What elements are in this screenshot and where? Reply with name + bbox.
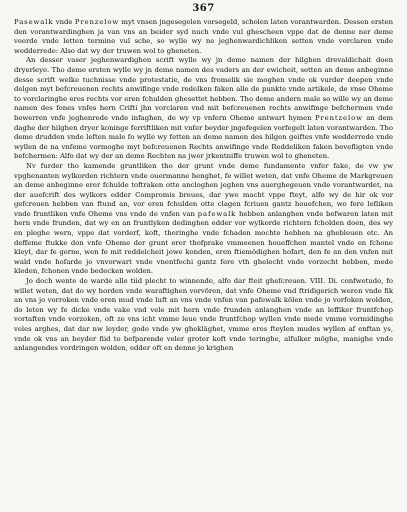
text-run: An desser vaser jeghenwardighen scrift wylle wy jn deme namen der hilghen drevaldichait doen dryerleye. Tho deme ersten wylle wy jn deme namen des vaders an der ewicheit, setten an deme anbeginne desse scrift welke tuchnisse vnde protestatie, de vns fromelik sie moghen vnde ok vurder deepen vnde delgen myt befcreuenen rechts anwifinge vnde redelken faken alle de punkte vnde artikele, de vnse Oheme to vorclaringhe eres rechts vor eren fchulden ghesettet hebben. Tho deme andern male so wille wy an deme namen des fones vnfes hern Crifti jhn vorclaren vnd mit befcreuenen rechts anwifinge befchermen vnde bewerren vnfe jeghenrede vnde infaghen, de wy vp vnfern Oheme antwart hymen [14, 56, 393, 122]
text-run: an dem daghe der hilghen dryer koninge ferriftliken mit vnfer beyder jngefegelen vorfegelt laten vorantwarden. Tho deme drudden vnde leften male fo wylle wy fetten an deme namen des hilgen geiftes vnfe wedderrede vnde wyllen de na vnfeme vormoghe myt befcreuenen Rechts anwifinge vnde Reddeliken faken bevefligten vnde befchermen: Alfo dat wy der an deme Rechten na jwer jrkentniffe truwen wol to gheneten. [14, 113, 393, 161]
paragraph-1 [14, 18, 393, 56]
text-run: vnde [53, 18, 75, 26]
text-run: Prentzelow [314, 113, 363, 122]
paragraph-4 [14, 277, 393, 354]
page-number: 367 [192, 3, 215, 14]
body-text [14, 18, 393, 354]
text-run: pafewalk [197, 209, 237, 218]
paragraph-2 [14, 56, 393, 162]
paragraph-3 [14, 162, 393, 277]
text-run: Prenzelow [74, 18, 120, 26]
text-run: Pasewalk [14, 18, 54, 26]
text-run: hebben anlanghen vnde befwaren laten mit hern vnde frunden, dat wy en an fruntlyken dedinghen edder vor wylkorde richtern fcholden doen, des wy en pleghe wern, vppe dat vorderf, koft, theringhe vnde fchaden mochte hebben na ghebleuen etc. An deffeme ftukke don vnfe Oheme der grunt erer thofprake vmmeenen houeffchen mantel vnde en fchone kleyt, dar fe gerne, wen fe mit reddelcheit jowe konden, eren ftiemödighen hofart, den fe an den vnfen mit wald vnde hofarde jo vnvorwart vnde vnentfechi gantz fere vth ghelecht vnde vorzecht hebben, mede kleden, fchonen vnde bedecken wolden. [14, 209, 393, 276]
text-run: myt vnsen jngesegelen vorsegeld, scholen laten vorantwarden. Dessen ersten den vorantwardinghen ja van vns an beider syd nuch vnde vul ghescheen vppe dat de denne ner deme veerde vnde letten termine vul sche, so wylle wy ne jeghenwardichliken setten vnde vorclaren vnde wedderrede: Also dat wy der truwen wol to gheneten. [14, 18, 393, 55]
text-run: Nv furder tho kamende gruntliken tho der grunt vnde deme fundamente vnfer fake, de vw yw vpghenanten wylkorden richtern vnde ouermanne henghet, fe willet weten, dat vnfe Oheme de Markgreuen an deme anbeginne erer fchulde toftraken otte ancloghen jeghen vns auerghegeuen vnde vorantwardet, na der auefcrift des wylkors edder Compromis breues, dar ywe macht vppe fteyt, alfo wy de hir ok vor gefcreuen hebben van ftund an, vor eren fchulden otte clagen fcriuen gantz houefchen, wo fere lefliken vnde fruntliken vnfe Oheme vns vnde de vnfen van [14, 161, 393, 218]
text-run: Jo doch wente de warde alle tiid plecht to winnende, alfo dar fteit ghefcreuen. VIII. Di. confwetudo, fo willet weten, dat do wy horden vnde waraftighen vorvören, dat vnfe Oheme vnd ftridigerich weren vnde fik an vns jo vorroken vnde eren mud vnde luft an vns vnde vnfen van pafewalk kölen vnde jo vorfoken wolden, do leten wy fe dicke vnde vake vnd vele mit hern vnde frunden anlanghen vnde an leffiker fruntfchop vortaften vnde vorzoken, oft ze vns icht vmme leue vnde fruntfchop wyllen vnde mede vmme vormidinghe veles arghes, dat dar nw leyder, gode vnde yw ghekläghet, vmme eres fteylen mudes wyllen af enftan ys, vnde ok vns an beyder fiid to befparende veler groter koft vnde teringhe, alfulker möghe, manighe vnde anlangendes vordringen wolden, edder oft en denne jo krighen [14, 277, 393, 353]
